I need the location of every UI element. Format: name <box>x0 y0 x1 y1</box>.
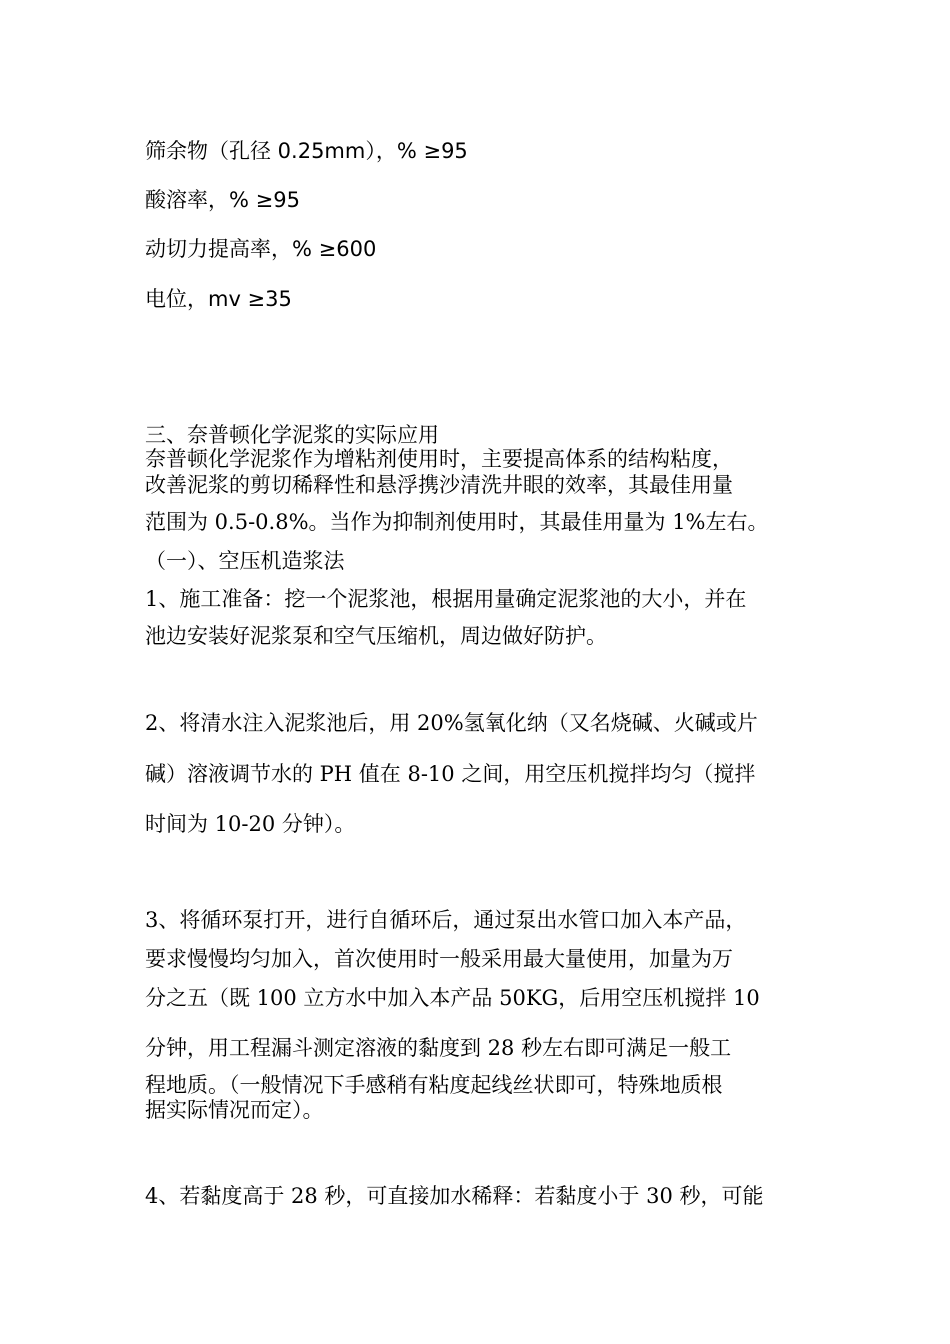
subheading: （一）、空压机造浆法 <box>145 549 345 573</box>
step3-line: 3、将循环泵打开，进行自循环后，通过泵出水管口加入本产品， <box>145 908 747 932</box>
intro-line: 改善泥浆的剪切稀释性和悬浮携沙清洗井眼的效率，其最佳用量 <box>145 473 733 497</box>
step1-line: 池边安装好泥浆泵和空气压缩机，周边做好防护。 <box>145 624 607 648</box>
step2-line: 2、将清水注入泥浆池后，用 20%氢氧化纳（又名烧碱、火碱或片 <box>145 711 758 735</box>
spec-item-acid-solubility: 酸溶率，% ≥95 <box>145 188 300 212</box>
step3-line: 程地质。（一般情况下手感稍有粘度起线丝状即可，特殊地质根 <box>145 1073 723 1097</box>
spec-item-potential: 电位，mv ≥35 <box>145 287 292 311</box>
intro-line: 范围为 0.5-0.8%。当作为抑制剂使用时，其最佳用量为 1%左右。 <box>145 510 769 534</box>
spec-item-shear-increase: 动切力提高率，% ≥600 <box>145 237 377 261</box>
step3-line: 分钟，用工程漏斗测定溶液的黏度到 28 秒左右即可满足一般工 <box>145 1036 732 1060</box>
section-heading: 三、奈普顿化学泥浆的实际应用 <box>145 423 439 447</box>
spec-item-sieve-residue: 筛余物（孔径 0.25mm），% ≥95 <box>145 139 468 163</box>
step4-line: 4、若黏度高于 28 秒，可直接加水稀释：若黏度小于 30 秒，可能 <box>145 1184 764 1208</box>
step3-line: 要求慢慢均匀加入，首次使用时一般采用最大量使用，加量为万 <box>145 947 733 971</box>
step1-line: 1、施工准备：挖一个泥浆池，根据用量确定泥浆池的大小，并在 <box>145 587 747 611</box>
step2-line: 时间为 10-20 分钟）。 <box>145 812 356 836</box>
intro-line: 奈普顿化学泥浆作为增粘剂使用时，主要提高体系的结构粘度， <box>145 447 733 471</box>
step2-line: 碱）溶液调节水的 PH 值在 8-10 之间，用空压机搅拌均匀（搅拌 <box>145 762 756 786</box>
step3-line: 分之五（既 100 立方水中加入本产品 50KG，后用空压机搅拌 10 <box>145 986 760 1010</box>
step3-line: 据实际情况而定）。 <box>145 1098 324 1122</box>
